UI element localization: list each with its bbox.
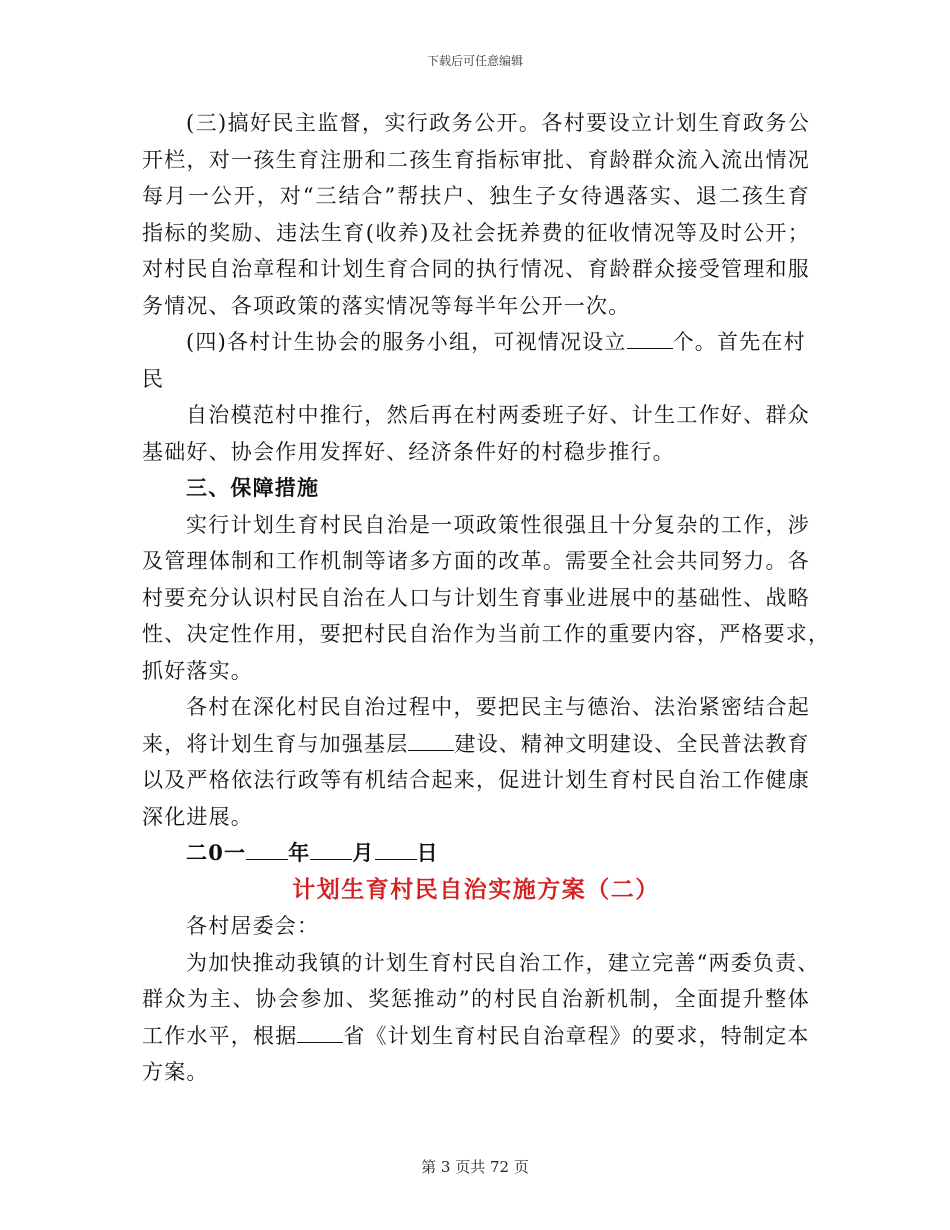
paragraph-line: 实行计划生育村民自治是一项政策性很强且十分复杂的工作，涉 xyxy=(186,512,810,537)
paragraph-line: 务情况、各项政策的落实情况等每半年公开一次。 xyxy=(142,293,631,318)
paragraph-line: 民 xyxy=(142,366,165,391)
section-heading: 三、保障措施 xyxy=(186,475,320,500)
paragraph-line: 性、决定性作用，要把村民自治作为当前工作的重要内容，严格要求， xyxy=(142,622,831,646)
date-day-label: 日 xyxy=(416,840,439,865)
text-segment: 个。首先在村 xyxy=(672,330,806,354)
paragraph-line: 自治模范村中推行，然后再在村两委班子好、计生工作好、群众 xyxy=(186,403,810,427)
paragraph-line: 以及严格依法行政等有机结合起来，促进计划生育村民自治工作健康 xyxy=(142,768,810,792)
header-note: 下载后可任意编辑 xyxy=(426,54,523,68)
salutation: 各村居委会： xyxy=(186,914,320,938)
fill-in-blank xyxy=(297,1024,343,1043)
text-segment: (四)各村计生协会的服务小组，可视情况设立 xyxy=(186,330,627,354)
paragraph-line xyxy=(142,726,810,763)
document-body xyxy=(142,105,831,1091)
text-segment: 来，将计划生育与加强基层 xyxy=(142,731,409,756)
page-number: 第 3 页共 72 页 xyxy=(421,1158,529,1176)
date-line xyxy=(142,835,810,872)
date-prefix: 二0一 xyxy=(186,840,247,865)
paragraph-line: 为加快推动我镇的计划生育村民自治工作，建立完善“两委负责、 xyxy=(186,950,820,975)
paragraph-line: 指标的奖励、违法生育(收养)及社会抚养费的征收情况等及时公开； xyxy=(142,220,810,245)
month-blank xyxy=(310,841,352,860)
fill-in-blank xyxy=(408,732,454,751)
paragraph-line: 各村在深化村民自治过程中，要把民主与德治、法治紧密结合起 xyxy=(186,695,810,719)
paragraph-line: 抓好落实。 xyxy=(142,658,253,683)
text-segment: 工作水平，根据 xyxy=(142,1023,298,1048)
paragraph-line xyxy=(142,324,810,361)
paragraph-line xyxy=(142,1018,810,1055)
paragraph-line: 每月一公开，对“三结合”帮扶户、独生子女待遇落实、退二孩生育 xyxy=(142,184,810,208)
paragraph-line: 方案。 xyxy=(142,1060,209,1084)
paragraph-line: 基础好、协会作用发挥好、经济条件好的村稳步推行。 xyxy=(142,439,675,464)
paragraph-line: 村要充分认识村民自治在人口与计划生育事业进展中的基础性、战略 xyxy=(142,585,810,610)
date-year-label: 年 xyxy=(288,840,311,865)
paragraph-line: 对村民自治章程和计划生育合同的执行情况、育龄群众接受管理和服 xyxy=(142,257,810,281)
day-blank xyxy=(375,841,417,860)
paragraph-line: 深化进展。 xyxy=(142,804,253,829)
paragraph-line: (三)搞好民主监督，实行政务公开。各村要设立计划生育政务公 xyxy=(186,111,810,135)
year-blank xyxy=(246,841,288,860)
text-segment: 建设、精神文明建设、全民普法教育 xyxy=(454,731,810,756)
fill-in-blank xyxy=(627,330,673,349)
section-title: 计划生育村民自治实施方案（二） xyxy=(292,876,660,903)
paragraph-line: 及管理体制和工作机制等诸多方面的改革。需要全社会共同努力。各 xyxy=(142,549,810,573)
paragraph-line: 群众为主、协会参加、奖惩推动”的村民自治新机制，全面提升整体 xyxy=(142,987,810,1011)
date-month-label: 月 xyxy=(352,840,375,865)
text-segment: 省《计划生育村民自治章程》的要求，特制定本 xyxy=(343,1023,810,1048)
paragraph-line: 开栏，对一孩生育注册和二孩生育指标审批、育龄群众流入流出情况 xyxy=(142,147,810,172)
